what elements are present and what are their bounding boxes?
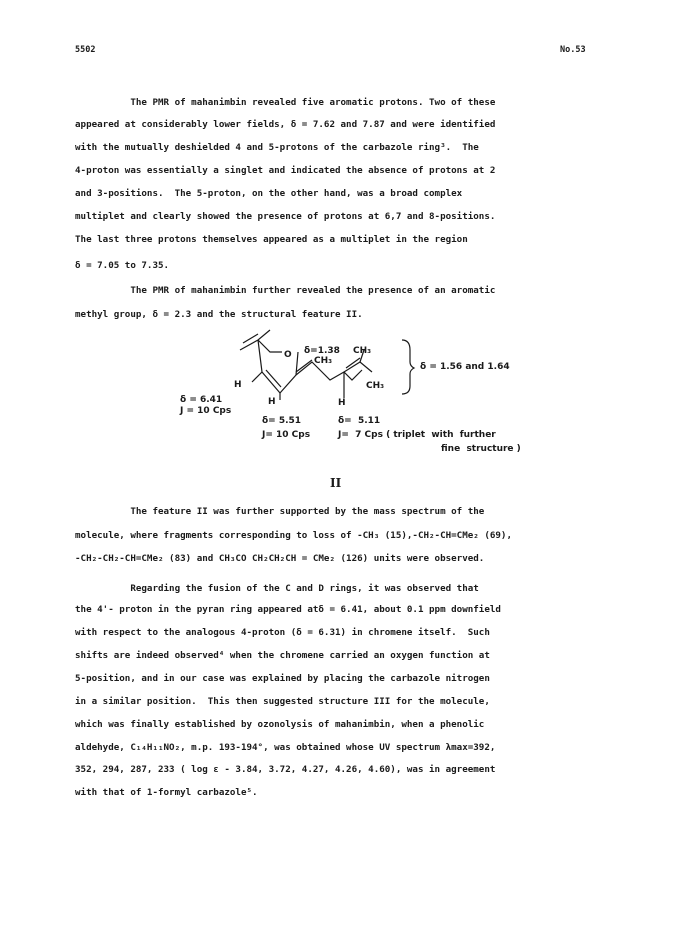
text-line: with the mutually deshielded 4 and 5-protons of the carbazole ring³. The <box>75 142 479 153</box>
text-line: 4-proton was essentially a singlet and indicated the absence of protons at 2 <box>75 165 496 176</box>
brace <box>402 340 414 394</box>
h-right-label: H <box>338 398 346 408</box>
j-right: J= 7 Cps ( triplet with further <box>338 430 496 440</box>
right-methyl-label: CH₃ <box>366 381 385 391</box>
j-mid: J= 10 Cps <box>262 430 311 440</box>
ring-methyl-label: CH₃ <box>314 356 333 366</box>
text-line: which was finally established by ozonolysis of mahanimbin, when a phenolic <box>75 719 485 730</box>
text-line: molecule, where fragments corresponding to loss of -CH₃ (15),-CH₂-CH=CMe₂ (69), <box>75 530 512 541</box>
text-line: with that of 1-formyl carbazole⁵. <box>75 787 258 798</box>
structure-label: II <box>330 476 342 490</box>
text-line: and 3-positions. The 5-proton, on the other hand, was a broad complex <box>75 188 463 199</box>
text-line: Regarding the fusion of the C and D rings, it was observed that <box>75 583 479 594</box>
text-line: in a similar position. This then suggested structure III for the molecule, <box>75 696 490 707</box>
journal-issue: No.53 <box>560 45 586 55</box>
h-bond <box>252 372 262 382</box>
text-line: multiplet and clearly showed the presence of protons at 6,7 and 8-positions. <box>75 211 496 222</box>
ring-bond <box>258 340 282 352</box>
text-line: -CH₂-CH₂-CH=CMe₂ (83) and CH₃CO CH₂CH₂CH = CMe₂ (126) units were observed. <box>75 553 485 564</box>
oxygen-atom: O <box>284 350 292 360</box>
text-line: The feature II was further supported by the mass spectrum of the <box>75 506 485 517</box>
page-number: 5502 <box>75 45 96 55</box>
text-line: The PMR of mahanimbin revealed five aromatic protons. Two of these <box>75 97 496 108</box>
shift-mid: δ= 5.51 <box>262 416 302 426</box>
ring-bond <box>258 340 298 393</box>
text-line: 5-position, and in our case was explained by placing the carbazole nitrogen <box>75 673 490 684</box>
j-left: J = 10 Cps <box>180 406 232 416</box>
text-line: The last three protons themselves appeared as a multiplet in the region <box>75 234 468 245</box>
shift-ring-methyl: δ=1.38 <box>304 346 340 356</box>
text-line: 352, 294, 287, 233 ( log ε - 3.84, 3.72, 4.27, 4.26, 4.60), was in agreement <box>75 764 496 775</box>
text-line: aldehyde, C₁₄H₁₁NO₂, m.p. 193-194°, was obtained whose UV spectrum λmax=392, <box>75 742 496 753</box>
j-right-continued: fine structure ) <box>441 444 521 454</box>
h-mid-label: H <box>268 397 276 407</box>
text-line: appeared at considerably lower fields, δ = 7.62 and 7.87 and were identified <box>75 119 496 130</box>
shift-gem-dimethyl: δ = 1.56 and 1.64 <box>420 362 510 372</box>
top-methyl-label: CH₃ <box>353 346 372 356</box>
text-line: with respect to the analogous 4-proton (δ = 6.31) in chromene itself. Such <box>75 627 490 638</box>
shift-left: δ = 6.41 <box>180 395 223 405</box>
shift-right: δ= 5.11 <box>338 416 381 426</box>
h-left-label: H <box>234 380 242 390</box>
text-line: methyl group, δ = 2.3 and the structural feature II. <box>75 309 363 320</box>
text-line: The PMR of mahanimbin further revealed the presence of an aromatic <box>75 285 496 296</box>
ring-bond <box>296 360 312 372</box>
text-line: the 4'- proton in the pyran ring appeared atδ = 6.41, about 0.1 ppm downfield <box>75 604 501 615</box>
text-line: δ = 7.05 to 7.35. <box>75 260 170 271</box>
text-line: shifts are indeed observed⁴ when the chromene carried an oxygen function at <box>75 650 490 661</box>
